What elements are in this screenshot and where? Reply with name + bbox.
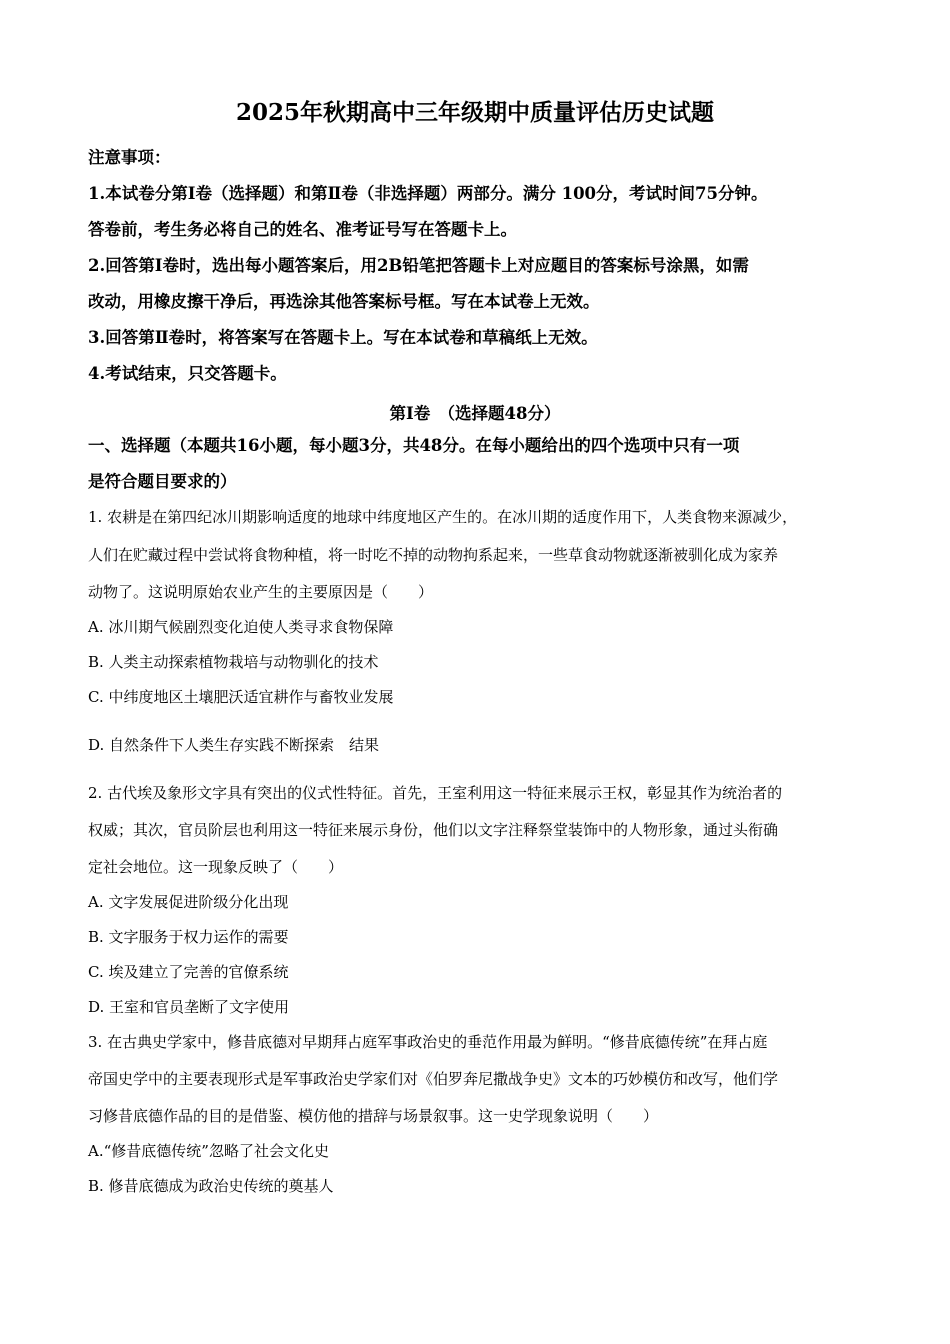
question-1-option-a: A. 冰川期气候剧烈变化迫使人类寻求食物保障 (88, 618, 394, 636)
question-2-option-b: B. 文字服务于权力运作的需要 (88, 928, 289, 946)
notes-line: 答卷前，考生务必将自己的姓名、准考证号写在答题卡上。 (88, 220, 517, 239)
question-1-option-d: D. 自然条件下人类生存实践不断探索 结果 (88, 736, 380, 754)
notes-line: 2.回答第Ⅰ卷时，选出每小题答案后，用2B铅笔把答题卡上对应题目的答案标号涂黑，如需 (88, 256, 749, 275)
section-heading: 第Ⅰ卷 （选择题48分） (389, 404, 561, 423)
question-1-stem: 1. 农耕是在第四纪冰川期影响适度的地球中纬度地区产生的。在冰川期的适度作用下，人类食物来源减少， (88, 508, 798, 526)
notes-line: 3.回答第Ⅱ卷时，将答案写在答题卡上。写在本试卷和草稿纸上无效。 (88, 328, 598, 347)
notes-heading: 注意事项： (88, 148, 171, 167)
question-1-stem: 动物了。这说明原始农业产生的主要原因是（ ） (88, 583, 434, 601)
question-1-stem: 人们在贮藏过程中尝试将食物种植，将一时吃不掉的动物拘系起来，一些草食动物就逐渐被驯化成为家养 (88, 546, 779, 564)
question-2-stem: 权威；其次，官员阶层也利用这一特征来展示身份，他们以文字注释祭堂装饰中的人物形象，通过头衔确 (88, 821, 779, 839)
question-2-stem: 定社会地位。这一现象反映了（ ） (88, 858, 344, 876)
question-1-option-c: C. 中纬度地区土壤肥沃适宜耕作与畜牧业发展 (88, 688, 394, 706)
section-instruction: 一、选择题（本题共16小题，每小题3分，共48分。在每小题给出的四个选项中只有一项 (88, 436, 740, 455)
question-2-option-a: A. 文字发展促进阶级分化出现 (88, 893, 289, 911)
question-2-stem: 2. 古代埃及象形文字具有突出的仪式性特征。首先，王室利用这一特征来展示王权，彰显其作为统治者的 (88, 784, 783, 802)
question-3-stem: 习修昔底德作品的目的是借鉴、模仿他的措辞与场景叙事。这一史学现象说明（ ） (88, 1107, 659, 1125)
question-3-stem: 3. 在古典史学家中，修昔底德对早期拜占庭军事政治史的垂范作用最为鲜明。“修昔底德传统”在拜占庭 (88, 1033, 768, 1051)
question-3-option-a: A.“修昔底德传统”忽略了社会文化史 (88, 1142, 329, 1160)
page-title: 2025年秋期高中三年级期中质量评估历史试题 (235, 99, 714, 126)
question-1-option-b: B. 人类主动探索植物栽培与动物驯化的技术 (88, 653, 379, 671)
question-2-option-c: C. 埃及建立了完善的官僚系统 (88, 963, 289, 981)
question-2-option-d: D. 王室和官员垄断了文字使用 (88, 998, 290, 1016)
notes-line: 4.考试结束，只交答题卡。 (88, 364, 287, 383)
question-3-option-b: B. 修昔底德成为政治史传统的奠基人 (88, 1177, 334, 1195)
notes-line: 改动，用橡皮擦干净后，再选涂其他答案标号框。写在本试卷上无效。 (88, 292, 600, 311)
notes-line: 1.本试卷分第Ⅰ卷（选择题）和第Ⅱ卷（非选择题）两部分。满分 100分，考试时间75分钟。 (88, 184, 768, 203)
section-instruction: 是符合题目要求的） (88, 472, 237, 491)
question-3-stem: 帝国史学中的主要表现形式是军事政治史学家们对《伯罗奔尼撒战争史》文本的巧妙模仿和改写，他们学 (88, 1070, 779, 1088)
